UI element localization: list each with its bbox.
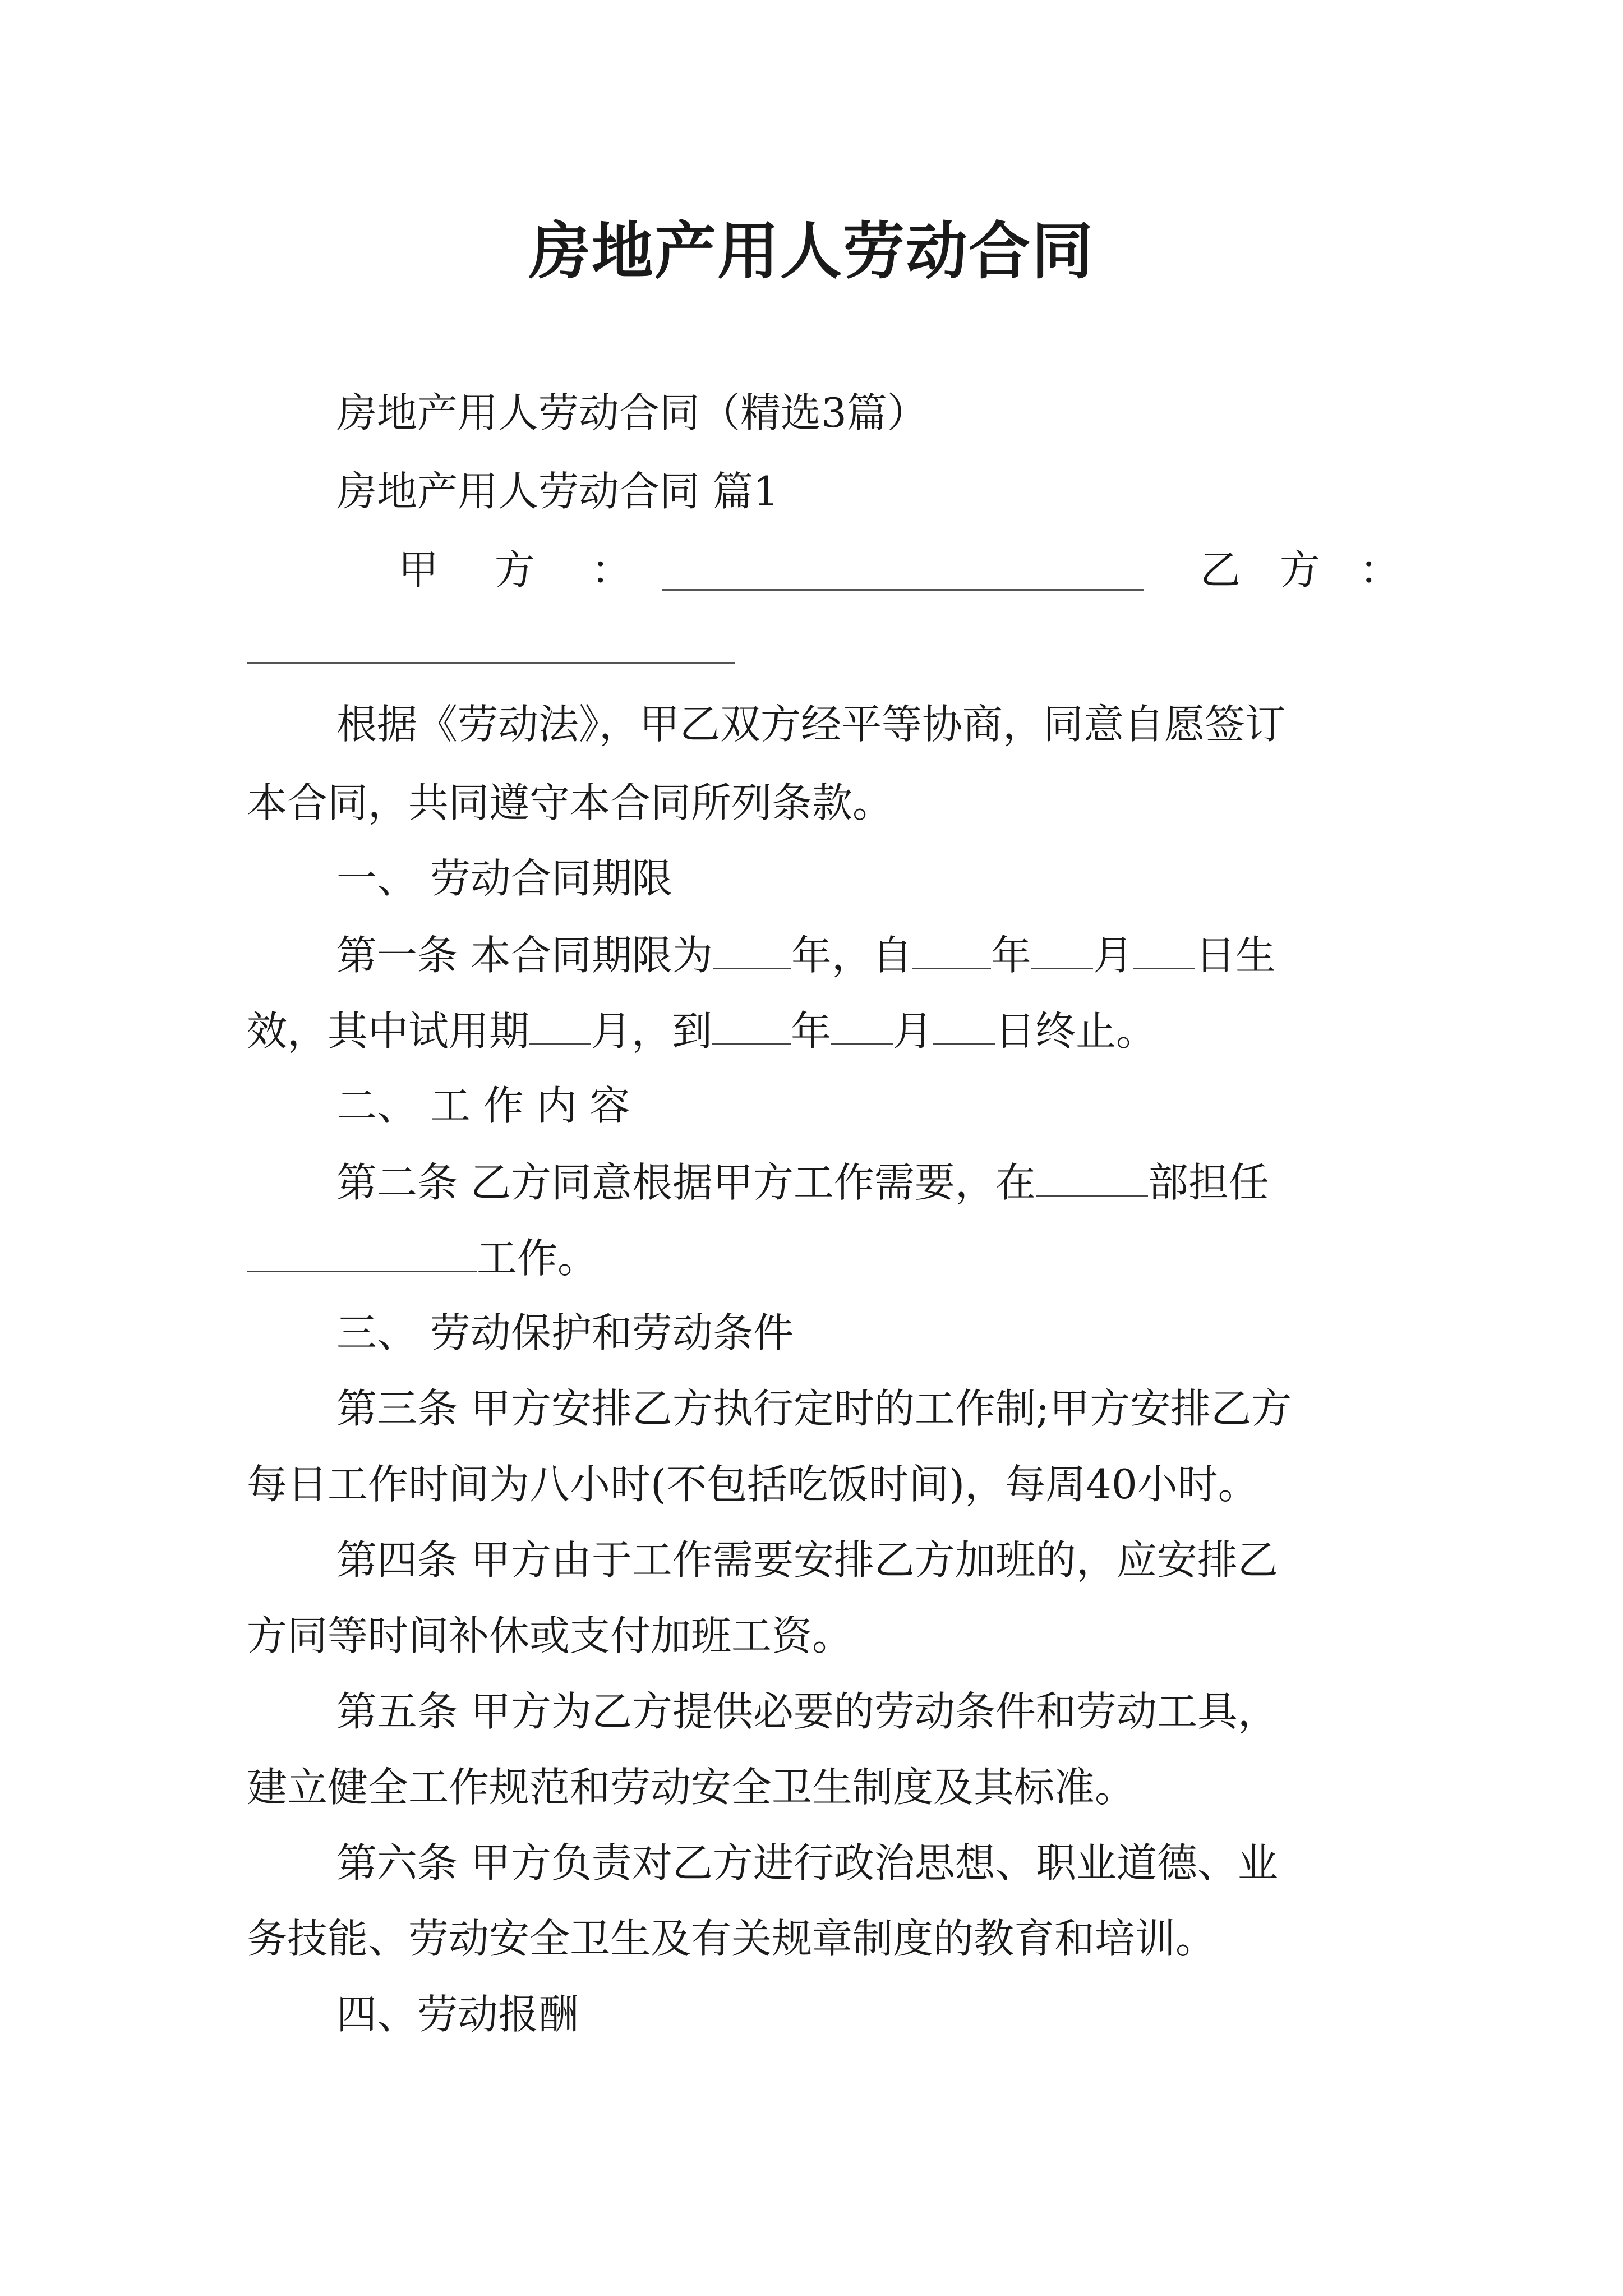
article-1-text-h: 年 [791,1007,832,1055]
intro-line-2: 本合同，共同遵守本合同所列条款。 [247,779,893,826]
article-1-line-1 [336,932,1276,979]
document-title: 房地产用人劳动合同 [529,215,1094,287]
position-blank [247,1237,477,1272]
article-1-text-a: 第一条 本合同期限为 [336,932,713,979]
article-2-text-a: 第二条 乙方同意根据甲方工作需要，在 [336,1159,1036,1206]
article-2-text-b: 部担任 [1147,1159,1269,1206]
article-3-line-2: 每日工作时间为八小时(不包括吃饭时间)，每周40小时。 [247,1461,1258,1508]
article-2-line-2 [247,1235,598,1282]
article-1-text-d: 月 [1092,932,1133,979]
start-day-blank [1133,934,1195,969]
article-1-text-b: 年，自 [791,932,912,979]
end-year-blank [712,1010,791,1045]
article-1-text-f: 效，其中试用期 [247,1007,530,1055]
term-years-blank [713,934,791,969]
article-4-line-1: 第四条 甲方由于工作需要安排乙方加班的，应安排乙 [336,1536,1278,1584]
department-blank [1036,1161,1148,1197]
article-1-text-i: 月 [893,1007,934,1055]
party-a-blank [662,589,1144,591]
article-6-line-2: 务技能、劳动安全卫生及有关规章制度的教育和培训。 [247,1915,1216,1962]
article-1-line-2 [247,1007,1157,1055]
article-2-line-1 [336,1159,1269,1206]
probation-month-blank [529,1010,591,1045]
part-2-heading: 二、 工 作 内 容 [336,1082,630,1129]
end-month-blank [831,1010,893,1045]
article-6-line-1: 第六条 甲方负责对乙方进行政治思想、职业道德、业 [336,1839,1278,1887]
party-b-label: 乙方： [1200,546,1440,593]
article-1-text-j: 日终止。 [995,1007,1157,1055]
article-1-text-e: 日生 [1195,932,1276,979]
article-3-line-1: 第三条 甲方安排乙方执行定时的工作制;甲方安排乙方 [336,1385,1292,1432]
party-a-label: 甲方： [398,546,688,593]
article-5-line-2: 建立健全工作规范和劳动安全卫生制度及其标准。 [247,1764,1136,1811]
article-5-line-1: 第五条 甲方为乙方提供必要的劳动条件和劳动工具， [336,1688,1278,1735]
part-1-heading: 一、 劳动合同期限 [336,855,672,902]
part-4-heading: 四、劳动报酬 [336,1991,579,2038]
start-year-blank [912,934,991,969]
document-subtitle: 房地产用人劳动合同（精选3篇） [336,389,928,436]
article-1-text-g: 月，到 [591,1007,713,1055]
end-day-blank [933,1010,995,1045]
party-b-blank [247,662,735,664]
article-4-line-2: 方同等时间补休或支付加班工资。 [247,1612,853,1659]
part-3-heading: 三、 劳动保护和劳动条件 [336,1309,794,1356]
article-2-text-c: 工作。 [477,1235,598,1282]
article-1-text-c: 年 [990,932,1031,979]
section-heading: 房地产用人劳动合同 篇1 [336,468,779,515]
intro-line-1: 根据《劳动法》，甲乙双方经平等协商，同意自愿签订 [336,701,1286,748]
start-month-blank [1031,934,1093,969]
